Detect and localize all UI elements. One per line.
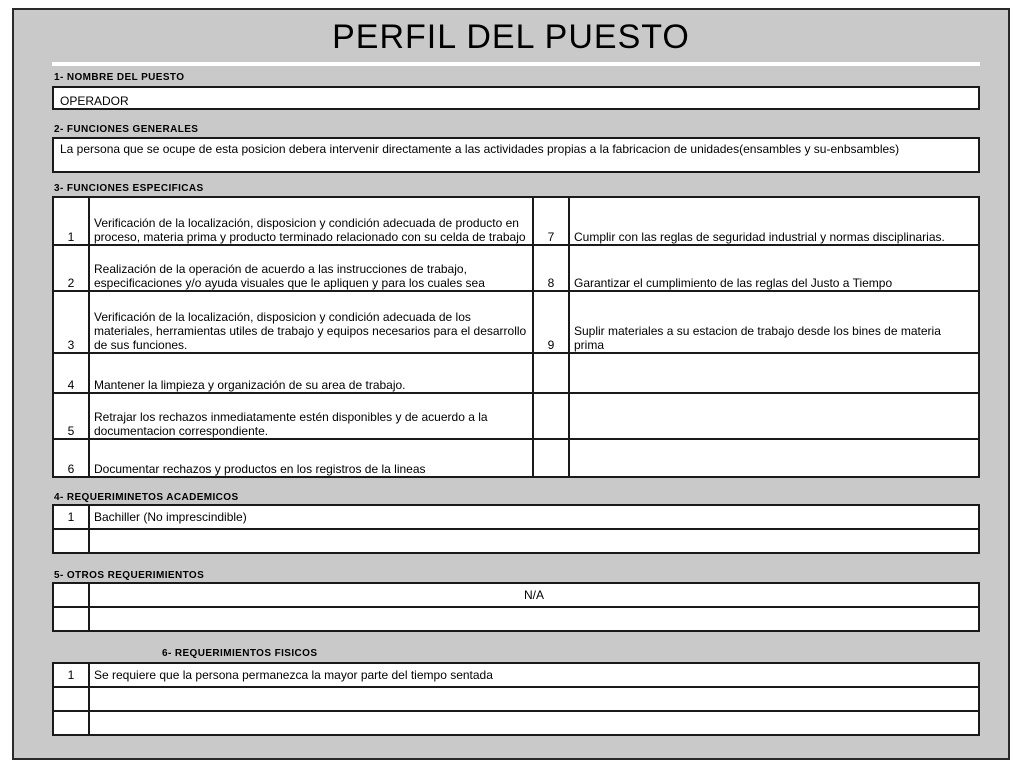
table-row (53, 291, 979, 353)
function-text: Cumplir con las reglas de seguridad industrial y normas disciplinarias. (569, 197, 979, 245)
function-text: Verificación de la localización, disposicion y condición adecuada de producto en proceso, materia prima y producto terminado relacionado con su celda de trabajo (89, 197, 533, 245)
row-number: 7 (533, 197, 569, 245)
table-row (53, 505, 979, 529)
empty-cell (89, 529, 979, 553)
function-text: Retrajar los rechazos inmediatamente estén disponibles y de acuerdo a la documentacion correspondiente. (89, 393, 533, 439)
row-number: 1 (53, 505, 89, 529)
row-number: 3 (53, 291, 89, 353)
row-number: 1 (53, 663, 89, 687)
row-number: 1 (53, 197, 89, 245)
section-4-heading: 4- REQUERIMINETOS ACADEMICOS (54, 492, 239, 503)
table-row (53, 529, 979, 553)
section-6-heading: 6- REQUERIMIENTOS FISICOS (162, 648, 318, 659)
section-3-heading: 3- FUNCIONES ESPECIFICAS (54, 183, 204, 194)
table-row (53, 663, 979, 687)
function-text (569, 393, 979, 439)
specific-functions-table (52, 196, 980, 478)
row-number (53, 583, 89, 607)
row-number: 8 (533, 245, 569, 291)
physical-requirement-value: Se requiere que la persona permanezca la mayor parte del tiempo sentada (89, 663, 979, 687)
table-row (53, 353, 979, 393)
table-row (53, 439, 979, 477)
row-number (53, 711, 89, 735)
row-number (53, 529, 89, 553)
other-requirement-value: N/A (89, 583, 979, 607)
function-text: Verificación de la localización, disposicion y condición adecuada de los materiales, herramientas utiles de trabajo y equipos necesarios para el desarrollo de sus funciones. (89, 291, 533, 353)
table-row (53, 583, 979, 607)
other-requirements-table (52, 582, 980, 632)
table-row (53, 197, 979, 245)
function-text: Documentar rechazos y productos en los registros de la lineas (89, 439, 533, 477)
empty-cell (89, 711, 979, 735)
general-functions-text: La persona que se ocupe de esta posicion debera intervenir directamente a las actividades propias a la fabricacion de unidades(ensambles y su-enbsambles) (60, 142, 900, 156)
function-text (569, 439, 979, 477)
row-number (533, 393, 569, 439)
section-2-heading: 2- FUNCIONES GENERALES (54, 124, 199, 135)
table-row (53, 393, 979, 439)
job-name-value: OPERADOR (60, 94, 129, 108)
section-1-heading: 1- NOMBRE DEL PUESTO (54, 72, 185, 83)
section-5-heading: 5- OTROS REQUERIMIENTOS (54, 570, 205, 581)
function-text: Garantizar el cumplimiento de las reglas del Justo a Tiempo (569, 245, 979, 291)
row-number (53, 687, 89, 711)
row-number: 6 (53, 439, 89, 477)
academic-requirements-table (52, 504, 980, 554)
empty-cell (89, 687, 979, 711)
row-number: 5 (53, 393, 89, 439)
document-frame (12, 8, 1010, 760)
table-row (53, 687, 979, 711)
empty-cell (89, 607, 979, 631)
row-number (533, 439, 569, 477)
function-text: Mantener la limpieza y organización de su area de trabajo. (89, 353, 533, 393)
table-row (53, 607, 979, 631)
title-divider (52, 62, 980, 66)
function-text (569, 353, 979, 393)
academic-requirement-value: Bachiller (No imprescindible) (89, 505, 979, 529)
table-row (53, 245, 979, 291)
row-number (533, 353, 569, 393)
row-number: 2 (53, 245, 89, 291)
job-name-box (52, 86, 980, 110)
general-functions-box (52, 137, 980, 173)
table-row (53, 711, 979, 735)
row-number: 9 (533, 291, 569, 353)
page-title: PERFIL DEL PUESTO (332, 18, 690, 56)
row-number (53, 607, 89, 631)
row-number: 4 (53, 353, 89, 393)
function-text: Realización de la operación de acuerdo a las instrucciones de trabajo, especificaciones y/o ayuda visuales que le apliquen y para los cuales sea (89, 245, 533, 291)
function-text: Suplir materiales a su estacion de trabajo desde los bines de materia prima (569, 291, 979, 353)
physical-requirements-table (52, 662, 980, 736)
